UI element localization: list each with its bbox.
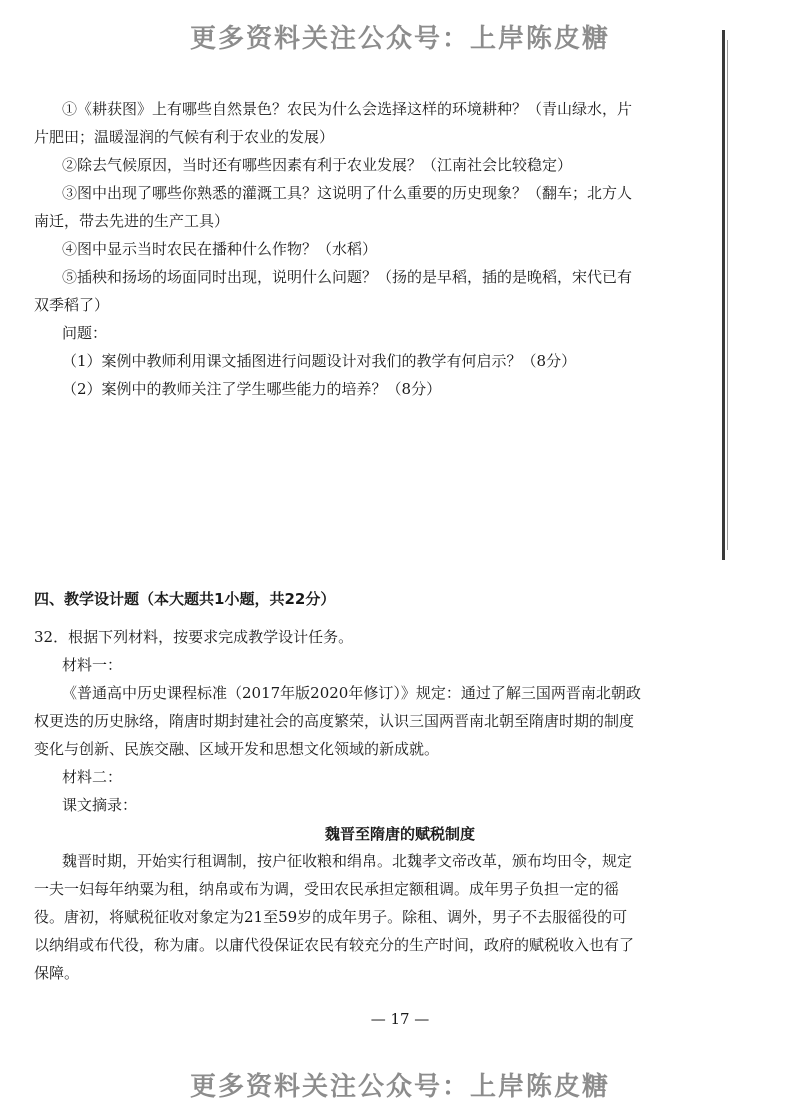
material-1-label: 材料一： (62, 656, 123, 674)
excerpt-line-3: 役。唐初，将赋税征收对象定为21至59岁的成年男子。除租、调外，男子不去服徭役的可 (34, 908, 628, 926)
material-1-line-1: 《普通高中历史课程标准（2017年版2020年修订）》规定：通过了解三国两晋南北朝政 (62, 684, 641, 702)
excerpt-line-5: 保障。 (34, 964, 80, 982)
watermark-bottom: 更多资料关注公众号：上岸陈皮糖 (189, 1072, 610, 1102)
case-question-line-1: ①《耕获图》上有哪些自然景色？农民为什么会选择这样的环境耕种？（青山绿水，片 (62, 100, 633, 118)
material-1-line-2: 权更迭的历史脉络，隋唐时期封建社会的高度繁荣，认识三国两晋南北朝至隋唐时期的制度 (34, 712, 635, 730)
case-question-line-7: ⑤插秧和扬场的场面同时出现，说明什么问题？（扬的是早稻，插的是晚稻，宋代已有 (62, 268, 633, 286)
case-question-line-3: ②除去气候原因，当时还有哪些因素有利于农业发展？（江南社会比较稳定） (62, 156, 573, 174)
excerpt-line-1: 魏晋时期，开始实行租调制，按户征收粮和绢帛。北魏孝文帝改革，颁布均田令，规定 (62, 852, 633, 870)
case-question-line-6: ④图中显示当时农民在播种什么作物？（水稻） (62, 240, 378, 258)
excerpt-line-4: 以纳绢或布代役，称为庸。以庸代役保证农民有较充分的生产时间，政府的赋税收入也有了 (34, 936, 635, 954)
watermark-top: 更多资料关注公众号：上岸陈皮糖 (189, 24, 610, 54)
question-32: 32．根据下列材料，按要求完成教学设计任务。 (34, 628, 354, 646)
scan-edge-line-thin (727, 40, 728, 550)
material-2-label: 材料二： (62, 768, 123, 786)
case-question-line-5: 南迁，带去先进的生产工具） (34, 212, 230, 230)
page-number: — 17 — (370, 1010, 430, 1028)
excerpt-label: 课文摘录： (62, 796, 138, 814)
scan-edge-line (722, 30, 725, 560)
case-question-line-4: ③图中出现了哪些你熟悉的灌溉工具？这说明了什么重要的历史现象？（翻车；北方人 (62, 184, 633, 202)
questions-label: 问题： (62, 324, 108, 342)
excerpt-title: 魏晋至隋唐的赋税制度 (324, 825, 475, 843)
question-2: （2）案例中的教师关注了学生哪些能力的培养？（8分） (62, 380, 442, 398)
case-question-line-2: 片肥田；温暖湿润的气候有利于农业的发展） (34, 128, 335, 146)
section-heading: 四、教学设计题（本大题共1小题，共22分） (34, 590, 336, 608)
question-1: （1）案例中教师利用课文插图进行问题设计对我们的教学有何启示？（8分） (62, 352, 577, 370)
excerpt-line-2: 一夫一妇每年纳粟为租，纳帛或布为调，受田农民承担定额租调。成年男子负担一定的徭 (34, 880, 620, 898)
material-1-line-3: 变化与创新、民族交融、区域开发和思想文化领域的新成就。 (34, 740, 440, 758)
case-question-line-8: 双季稻了） (34, 296, 110, 314)
